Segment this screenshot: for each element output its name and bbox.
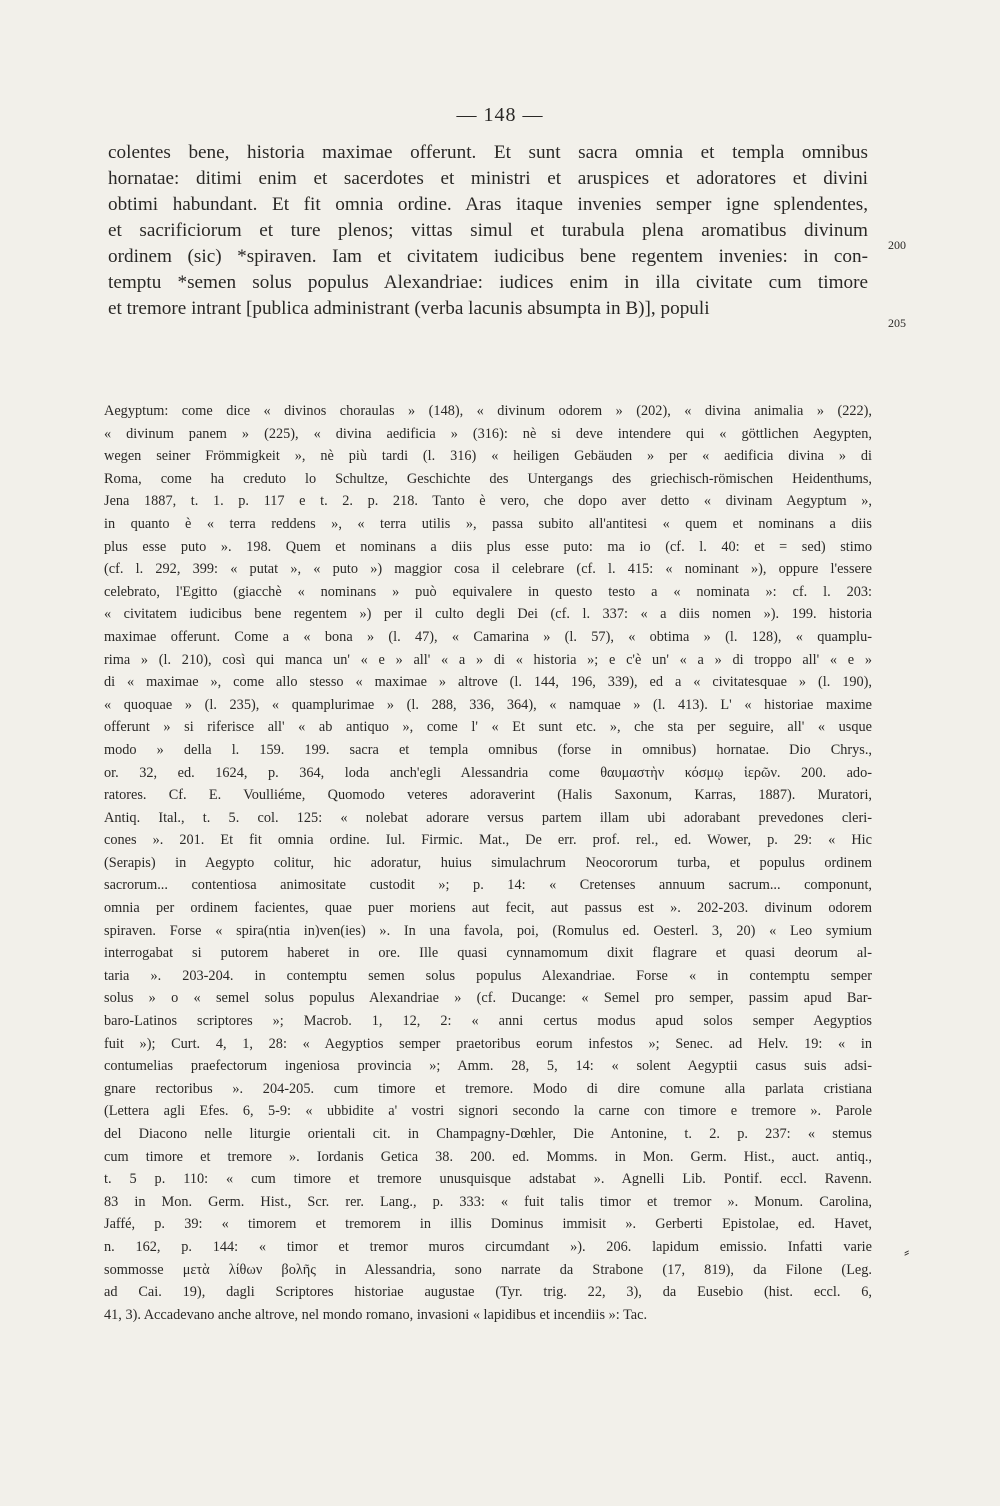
- commentary-line: contumelias praefectorum ingeniosa provincia »; Amm. 28, 5, 14: « solent Aegyptii casus suis adsi-: [104, 1058, 872, 1075]
- main-text-line: et sacrificiorum et ture plenos; vittas simul et turabula plena aromatibus divinum: [108, 220, 868, 241]
- commentary-line: ratores. Cf. E. Voulliéme, Quomodo veteres adoraverint (Halis Saxonum, Karras, 1887). Muratori,: [104, 787, 872, 804]
- commentary-line: Jena 1887, t. 1. p. 117 e t. 2. p. 218. Tanto è vero, che dopo aver detto « divinam Aegyptum »,: [104, 493, 872, 510]
- commentary-line: 83 in Mon. Germ. Hist., Scr. rer. Lang., p. 333: « fuit talis timor et tremor ». Monum. Carolina,: [104, 1193, 872, 1210]
- commentary-line: n. 162, p. 144: « timor et tremor muros circumdant »). 206. lapidum emissio. Infatti varie: [104, 1238, 872, 1255]
- commentary-line: spiraven. Forse « spira(ntia in)ven(ies) ». In una favola, poi, (Romulus ed. Oesterl. 3, 20) « Leo symium: [104, 922, 872, 939]
- commentary-line: celebrato, l'Egitto (giacchè « nominans » può equivalere in questo testo a « nominata »: cf. l. 203:: [104, 583, 872, 600]
- line-number-marker: 200: [888, 238, 906, 252]
- commentary-line: maximae offerunt. Come a « bona » (l. 47), « Camarina » (l. 57), « obtima » (l. 128), « quamplu-: [104, 628, 872, 645]
- commentary-line: « civitatem iudicibus bene regentem ») per il culto degli Dei (cf. l. 337: « a diis nomen »). 199. historia: [104, 606, 872, 623]
- commentary-line: solus » o « semel solus populus Alexandriae » (cf. Ducange: « Semel pro semper, passim apud Bar-: [104, 990, 872, 1007]
- commentary-line: wegen seiner Frömmigkeit », nè più tardi (l. 316) « heiligen Gebäuden » per « aedificia divina » di: [104, 448, 872, 465]
- main-text-line: temptu *semen solus populus Alexandriae: iudices enim in illa civitate cum timore: [108, 272, 868, 293]
- main-text-line: hornatae: ditimi enim et sacerdotes et ministri et aruspices et adoratores et divini: [108, 168, 868, 189]
- line-number-marker: 205: [888, 316, 906, 330]
- commentary-line: 41, 3). Accadevano anche altrove, nel mondo romano, invasioni « lapidibus et incendiis »: Tac.: [104, 1306, 648, 1323]
- commentary-line: interrogabat si putorem haberet in ore. Ille quasi cynnamomum dixit flagrare et quasi deorum al-: [104, 945, 872, 962]
- commentary-line: di « maximae », come allo stesso « maximae » altrove (l. 144, 196, 339), ed a « civitatesquae » (l. 190),: [104, 674, 872, 691]
- main-text-line: obtimi habundant. Et fit omnia ordine. Aras itaque invenies semper igne splendentes,: [108, 194, 868, 215]
- commentary-line: or. 32, ed. 1624, p. 364, loda anch'egli Alessandria come θαυμαστὴν κόσμῳ ἱερῶν. 200. ado-: [104, 764, 872, 781]
- main-text-line: colentes bene, historia maximae offerunt. Et sunt sacra omnia et templa omnibus: [108, 142, 868, 163]
- commentary-line: « quoquae » (l. 235), « quamplurimae » (l. 288, 336, 364), « namquae » (l. 413). L' « historiae maxime: [104, 696, 872, 713]
- commentary-line: sommosse μετὰ λίθων βολῆς in Alessandria, sono narrate da Strabone (17, 819), da Filone (Leg.: [104, 1261, 872, 1278]
- commentary-line: cum timore et tremore ». Iordanis Getica 38. 200. ed. Momms. in Mon. Germ. Hist., auct. antiq.,: [104, 1148, 872, 1165]
- commentary-line: Roma, come ha creduto lo Schultze, Geschichte des Untergangs des griechisch-römischen Heidenthums,: [104, 470, 872, 487]
- commentary-line: taria ». 203-204. in contemptu semen solus populus Alexandriae. Forse « in contemptu semper: [104, 967, 872, 984]
- commentary-line: rima » (l. 210), così qui manca un' « e » all' « a » di « historia »; e c'è un' « a » di troppo all' « e »: [104, 651, 872, 668]
- main-latin-text: [108, 140, 868, 322]
- commentary-line: Antiq. Ital., t. 5. col. 125: « nolebat adorare versus partem illam ubi adorabant prevedones cleri-: [104, 809, 872, 826]
- commentary-line: sacrorum... contentiosa animositate custodit »; p. 14: « Cretenses annuum sacrum... componunt,: [104, 877, 872, 894]
- margin-mark: ⸗: [904, 1244, 910, 1261]
- commentary-line: Jaffé, p. 39: « timorem et tremorem in illis Dominus immisit ». Gerberti Epistolae, ed. Havet,: [104, 1216, 872, 1233]
- commentary-line: cones ». 201. Et fit omnia ordine. Iul. Firmic. Mat., De err. prof. rel., ed. Wower, p. 29: « Hic: [104, 832, 872, 849]
- commentary-line: baro-Latinos scriptores »; Macrob. 1, 12, 2: « anni certus modus apud solos semper Aegyptios: [104, 1013, 872, 1030]
- commentary-line: plus esse puto ». 198. Quem et nominans a diis plus esse puto: ma io (cf. l. 40: et = sed) stimo: [104, 538, 872, 555]
- commentary-line: del Diacono nelle liturgie orientali cit. in Champagny-Dœhler, Die Antonine, t. 2. p. 237: « stemus: [104, 1126, 872, 1142]
- commentary-notes: [104, 400, 872, 1326]
- commentary-line: (Serapis) in Aegypto colitur, hic adoratur, huius simulachrum Neocororum turba, et populus ordinem: [104, 854, 872, 871]
- commentary-line: ad Cai. 19), dagli Scriptores historiae augustae (Tyr. trig. 22, 3), da Eusebio (hist. eccl. 6,: [104, 1284, 872, 1301]
- commentary-line: « divinum panem » (225), « divina aedificia » (316): nè si deve intendere qui « göttlichen Aegypten,: [104, 425, 872, 442]
- page-number: — 148 —: [456, 104, 544, 126]
- commentary-line: fuit »); Curt. 4, 1, 28: « Aegyptios semper praetoribus eorum infestos »; Senec. ad Helv. 19: « in: [104, 1035, 872, 1052]
- main-text-line: ordinem (sic) *spiraven. Iam et civitatem iudicibus bene regentem invenies: in con-: [108, 246, 868, 267]
- commentary-line: (cf. l. 292, 399: « putat », « puto ») maggior cosa il celebrare (cf. l. 415: « nominant »), oppure l'essere: [104, 561, 872, 578]
- commentary-line: (Lettera agli Efes. 6, 5-9: « ubbidite a' vostri signori secondo la carne con timore e tremore ». Parole: [104, 1103, 872, 1120]
- commentary-line: in quanto è « terra reddens », « terra utilis », passa subito all'antitesi « quem et nominans a diis: [104, 515, 872, 532]
- commentary-line: offerunt » si riferisce all' « ab antiquo », come l' « Et sunt etc. », che sta per seguire, all' « usque: [104, 719, 872, 736]
- main-text-line: et tremore intrant [publica administrant (verba lacunis absumpta in B)], populi: [108, 298, 710, 319]
- commentary-line: modo » della l. 159. 199. sacra et templa omnibus (forse in omnibus) hornatae. Dio Chrys.,: [104, 741, 872, 758]
- commentary-line: gnare rectoribus ». 204-205. cum timore et tremore. Modo di dire comune alla parlata cristiana: [104, 1080, 872, 1097]
- commentary-line: omnia per ordinem facientes, quae puer moriens aut fecit, aut passus est ». 202-203. divinum odorem: [104, 900, 872, 917]
- commentary-line: Aegyptum: come dice « divinos choraulas » (148), « divinum odorem » (202), « divina animalia » (222),: [104, 403, 872, 419]
- commentary-line: t. 5 p. 110: « cum timore et tremore unusquisque adstabat ». Agnelli Lib. Pontif. eccl. Ravenn.: [104, 1171, 872, 1188]
